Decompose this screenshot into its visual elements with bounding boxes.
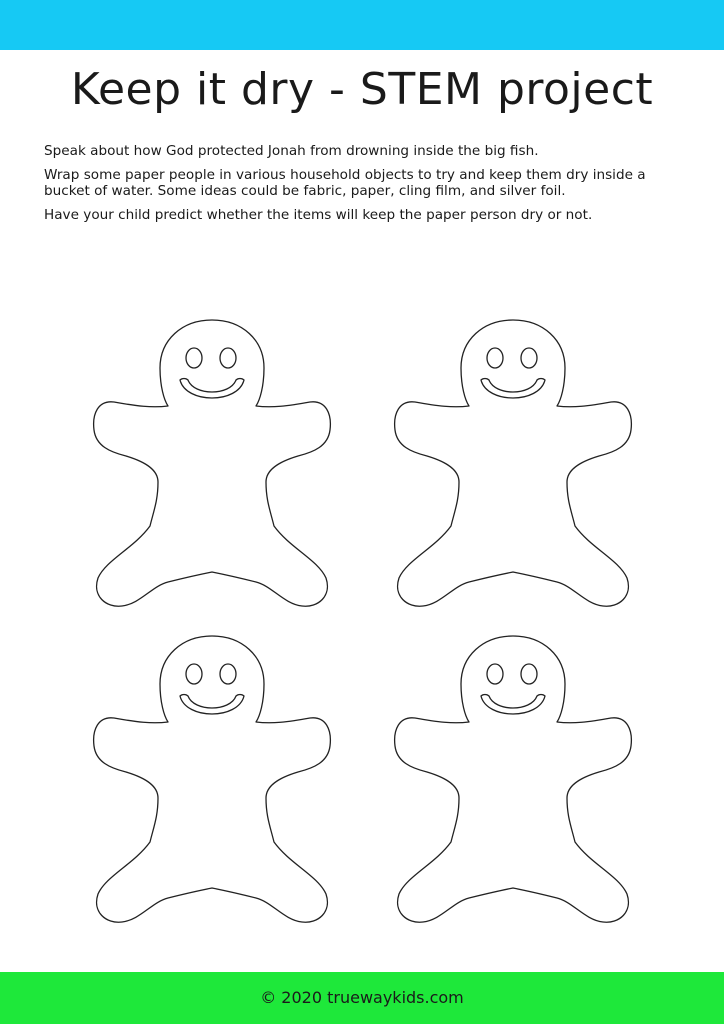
instruction-paragraph: Wrap some paper people in various household objects to try and keep them dry inside a bucket of water. Some ideas could be fabric, paper, cling film, and silver foil. <box>44 167 646 199</box>
gingerbread-outline-icon <box>92 316 332 616</box>
footer-copyright: © 2020 truewaykids.com <box>260 988 464 1007</box>
instructions <box>44 143 684 231</box>
gingerbread-outline-icon <box>393 632 633 932</box>
gingerbread-outline-icon <box>393 316 633 616</box>
top-color-bar <box>0 0 724 50</box>
gingerbread-figure-top-right <box>393 316 633 616</box>
instruction-paragraph: Speak about how God protected Jonah from drowning inside the big fish. <box>44 143 539 159</box>
gingerbread-figure-top-left <box>92 316 332 616</box>
gingerbread-figure-bottom-right <box>393 632 633 932</box>
gingerbread-outline-icon <box>92 632 332 932</box>
gingerbread-figure-bottom-left <box>92 632 332 932</box>
page-title: Keep it dry - STEM project <box>70 64 654 115</box>
instruction-paragraph: Have your child predict whether the items will keep the paper person dry or not. <box>44 207 593 223</box>
